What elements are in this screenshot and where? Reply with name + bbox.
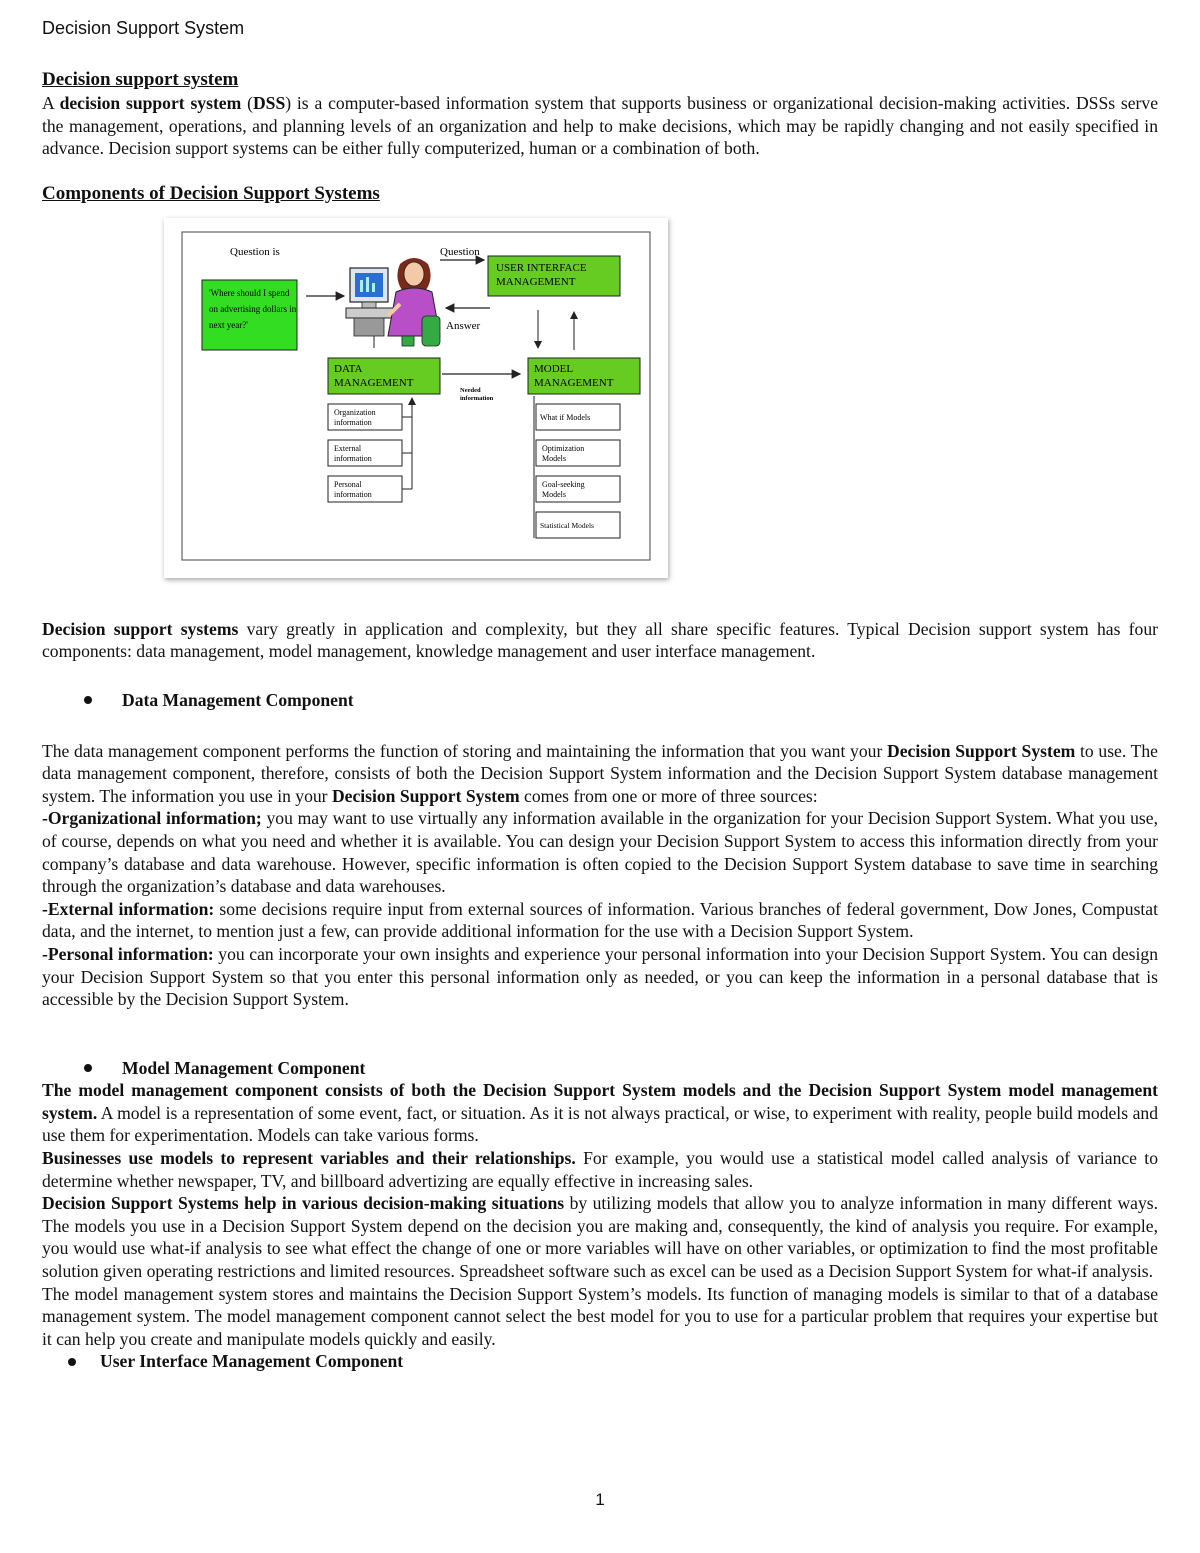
answer-label: Answer <box>446 319 481 332</box>
personal-info-paragraph <box>42 943 1158 1011</box>
bullet-dot-icon <box>84 696 92 704</box>
question-label: Question <box>440 245 480 258</box>
text-run: vary greatly in application and complexity, but they all share specific features. Typical Decision support system has four components: data management, model management, knowledge management and user interface management. <box>42 618 1158 662</box>
text-run: ( <box>241 93 253 113</box>
bullet-label: User Interface Management Component <box>100 1351 404 1372</box>
model-mgmt-paragraph-2 <box>42 1147 1158 1192</box>
text-run: by utilizing models that allow you to analyze information in many different ways. The models you use in a Decision Support System depend on the decision you are making and, consequently, the kind of analysis you require. For example, you would use what-if analysis to see what effect the change of one or more variables will have on other variables, or optimization to find the most profitable solution given operating restrictions and limited resources. Spreadsheet software such as excel can be used as a Decision Support System for what-if analysis. <box>42 1193 1158 1282</box>
org-info-line1: Organization <box>334 407 376 417</box>
section-heading-dss: Decision support system <box>42 69 239 90</box>
model-mgmt-paragraph-4: The model management system stores and maintains the Decision Support System’s models. Its function of managing models is similar to that of a database management system. The model management component cannot select the best model for you to use for a particular problem that requires your expertise but it can help you create and manipulate models quickly and easily. <box>42 1283 1158 1349</box>
intro-paragraph <box>42 618 1158 663</box>
bold-term: Decision Support Systems help in various decision-making situations <box>42 1193 565 1214</box>
model-mgmt-paragraph-1 <box>42 1079 1158 1147</box>
page-number: 1 <box>595 1490 605 1509</box>
bullet-dot-icon <box>68 1358 76 1366</box>
bold-term: Decision support systems <box>42 618 239 639</box>
text-run: A model is a representation of some event, fact, or situation. As it is not always practical, or wise, to experiment with reality, people build models and use them for experimentation. Models can take various forms. <box>42 1102 1158 1146</box>
bold-term: Decision Support System <box>331 785 520 806</box>
bold-term: -External information: <box>42 898 215 919</box>
question-note-line2: on advertising dollars in <box>209 303 297 314</box>
model-box-line2: MANAGEMENT <box>534 376 614 389</box>
needed-label-line1: Needed <box>460 386 481 394</box>
personal-info-line1: Personal <box>334 479 362 489</box>
text-run: to use. The data management component, therefore, consists of both the Decision Support System information and the Decision Support System database management system. The information you use in your <box>42 740 1158 806</box>
ext-info-line2: information <box>334 453 372 463</box>
text-run: ) is a computer-based information system that supports business or organizational decision-making activities. DSSs serve the management, operations, and planning levels of an organization and help to make decisions, which may be rapidly changing and not easily specified in advance. Decision support systems can be either fully computerized, human or a combination of both. <box>42 93 1159 159</box>
bullet-label: Data Management Component <box>122 689 354 710</box>
model-mgmt-paragraph-3 <box>42 1192 1158 1282</box>
text-run: The data management component performs the function of storing and maintaining the information that you want your <box>42 740 888 761</box>
user-at-computer-icon <box>346 258 440 348</box>
text-run: For example, you would use a statistical model called analysis of variance to determine whether newspaper, TV, and billboard advertizing are equally effective in increasing sales. <box>42 1148 1158 1191</box>
ext-info-paragraph <box>42 898 1158 943</box>
bullet-ui-management <box>42 1350 1158 1373</box>
whatif-model-label: What if Models <box>540 412 591 422</box>
text-run: some decisions require input from external sources of information. Various branches of federal government, Dow Jones, Compustat data, and the internet, to mention just a few, can provide additional information for the use with a Decision Support System. <box>42 898 1159 942</box>
org-info-line2: information <box>334 417 372 427</box>
bullet-model-management <box>42 1057 1158 1080</box>
bold-term: -Personal information: <box>42 943 214 964</box>
bullet-label: Model Management Component <box>122 1057 366 1078</box>
bold-term: -Organizational information; <box>42 808 262 829</box>
bold-term: Businesses use models to represent variables and their relationships. <box>42 1148 576 1169</box>
goal-seeking-line1: Goal-seeking <box>542 479 585 489</box>
text-run: comes from one or more of three sources: <box>519 785 818 806</box>
model-box-line1: MODEL <box>534 362 574 375</box>
ext-info-line1: External <box>334 443 362 453</box>
personal-info-line2: information <box>334 489 372 499</box>
document-body <box>42 68 1158 1373</box>
bold-term: The model management component consists of both the Decision Support System models and the Decision Support System model management system. <box>42 1080 1158 1123</box>
dss-definition-paragraph <box>42 92 1158 160</box>
org-info-paragraph <box>42 807 1158 897</box>
dss-diagram-svg <box>164 218 668 578</box>
bullet-dot-icon <box>84 1064 92 1072</box>
text-run: you can incorporate your own insights and experience your personal information into your Decision Support System. You can design your Decision Support System so that you enter this personal information only as needed, or you can keep the information in a personal database that is accessible by the Decision Support System. <box>42 943 1159 1010</box>
question-note-line3: next year?' <box>209 319 248 330</box>
statistical-model-label: Statistical Models <box>540 520 594 530</box>
ui-box-line1: USER INTERFACE <box>496 261 587 274</box>
optimization-line1: Optimization <box>542 443 585 453</box>
optimization-line2: Models <box>542 453 566 463</box>
text-run: A <box>42 93 60 113</box>
needed-label-line2: information <box>460 394 494 402</box>
goal-seeking-line2: Models <box>542 489 566 499</box>
section-heading-components: Components of Decision Support Systems <box>42 182 380 204</box>
data-mgmt-paragraph <box>42 740 1158 808</box>
bullet-data-management <box>42 689 1158 712</box>
ui-box-line2: MANAGEMENT <box>496 275 576 288</box>
bold-term: Decision Support System <box>887 740 1076 761</box>
bold-term: DSS <box>252 93 286 113</box>
dss-diagram <box>164 218 668 578</box>
bold-term: decision support system <box>59 93 242 113</box>
text-run: you may want to use virtually any information available in the organization for your Decision Support System. What you use, of course, depends on what you need and whether it is available. You can design your Decision Support System to access this information directly from your company’s database and data warehouse. However, specific information is often copied to the Decision Support System database to save time in searching through the organization’s database and data warehouses. <box>42 808 1158 897</box>
document-header: Decision Support System <box>42 18 245 38</box>
data-box-line2: MANAGEMENT <box>334 376 414 389</box>
question-is-label: Question is <box>230 245 280 258</box>
data-box-line1: DATA <box>334 362 363 375</box>
question-note-line1: 'Where should I spend <box>209 287 290 298</box>
